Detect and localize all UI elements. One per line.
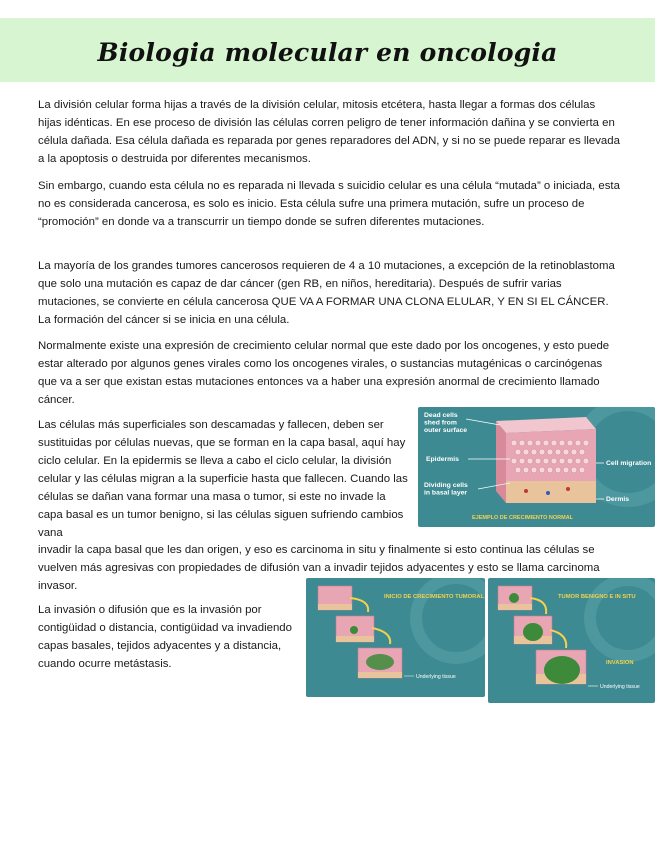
tissue-block-2 xyxy=(336,616,374,642)
figure-normal-growth xyxy=(418,407,655,527)
label-invasion: INVASION xyxy=(606,660,634,666)
figure-tumor-start xyxy=(306,578,485,697)
label-epidermis: Epidermis xyxy=(426,456,459,463)
paragraph-superficial-cells: Las células más superficiales son descamadas y fallecen, deben ser sustituidas por células nuevas, que se forman en la capa basal, aquí hay ciclo celular. En la epidermis se lleva a cabo el ciclo celular, la división celular y las células migran a la superficie hasta que fallecen. Cuando las células se dañan vana formar una masa o tumor, si este no invade la capa basal es un tumor benigno, si las células siguen sufriendo cambios vana xyxy=(38,419,408,539)
label-dividing-cells: Dividing cells in basal layer xyxy=(424,482,468,497)
paragraph-cell-division: La división celular forma hijas a través de la división celular, mitosis etcétera, hasta llegar a formas dos células hijas idénticas. En ese proceso de división las células corren peligro de tener información dañina y se convierta en célula dañada. Esa célula dañada es reparada por genes reparadores del ADN, y si no se puede reparar es llevada a la apoptosis o destruida por diferentes mecanismos. xyxy=(38,99,620,165)
tissue-block-3 xyxy=(536,650,586,684)
paragraph-oncogenes: Normalmente existe una expresión de crecimiento celular normal que este dado por los oncogenes, y esto puede estar alterado por algunos genes virales como los oncogenes virales, o sustancias mutagénicas o carcinógenas que va a ser que existan estas mutaciones entonces va a haber una expresión anormal de crecimiento llamado cáncer. xyxy=(38,340,610,406)
figure-title: INICIO DE CRECIMIENTO TUMORAL xyxy=(384,594,485,600)
paragraph-invasion: La invasión o difusión que es la invasión por contigüidad o distancia, contigüidad va invadiendo capas basales, tejidos adyacentes y a distancia, cuando ocurre metástasis. xyxy=(38,604,292,670)
tissue-block-3 xyxy=(358,648,402,678)
label-cell-migration: Cell migration xyxy=(606,460,652,467)
page-title: Biologia molecular en oncologia xyxy=(97,38,558,67)
figure-invasion xyxy=(488,578,655,703)
paragraph-carcinoma-invasor: invadir la capa basal que les dan origen, y eso es carcinoma in situ y finalmente si esto continua las células se vuelven más agresivas con propiedades de difusión van a invadir tejidos adyacentes y esto se llama carcinoma invasor. xyxy=(38,544,600,592)
figure-title: TUMOR BENIGNO E IN SITU xyxy=(558,594,636,600)
paragraph-mutations-required: La mayoría de los grandes tumores cancerosos requieren de 4 a 10 mutaciones, a excepción de la retinoblastoma que solo una mutación es capaz de dar cáncer (gen RB, en niños, hereditaria). Después de sufrir varias mutaciones, se convierte en célula cancerosa QUE VA A FORMAR UNA CLONA ELULAR, Y EN SI EL CÁNCER. La formación del cáncer si se inicia en una célula. xyxy=(38,260,615,326)
skin-block-illustration xyxy=(496,417,596,503)
paragraph-mutated-cell: Sin embargo, cuando esta célula no es reparada ni llevada s suicidio celular es una célula “mutada” o iniciada, esta no es considerada cancerosa, es solo es inicio. Esta célula sufre una primera mutación, sufre un proceso de “promoción” en donde va a transcurrir un tiempo donde se sufren diferentes mutaciones. xyxy=(38,180,620,228)
label-dead-cells: Dead cells shed from outer surface xyxy=(424,412,468,434)
tissue-block-2 xyxy=(514,616,552,644)
label-underlying-tissue: Underlying tissue xyxy=(600,684,640,690)
figure-caption: EJEMPLO DE CRECIMIENTO NORMAL xyxy=(472,515,574,521)
tissue-block-1 xyxy=(498,586,532,610)
label-underlying-tissue: Underlying tissue xyxy=(416,674,456,680)
label-dermis: Dermis xyxy=(606,496,630,503)
tissue-block-1 xyxy=(318,586,352,610)
